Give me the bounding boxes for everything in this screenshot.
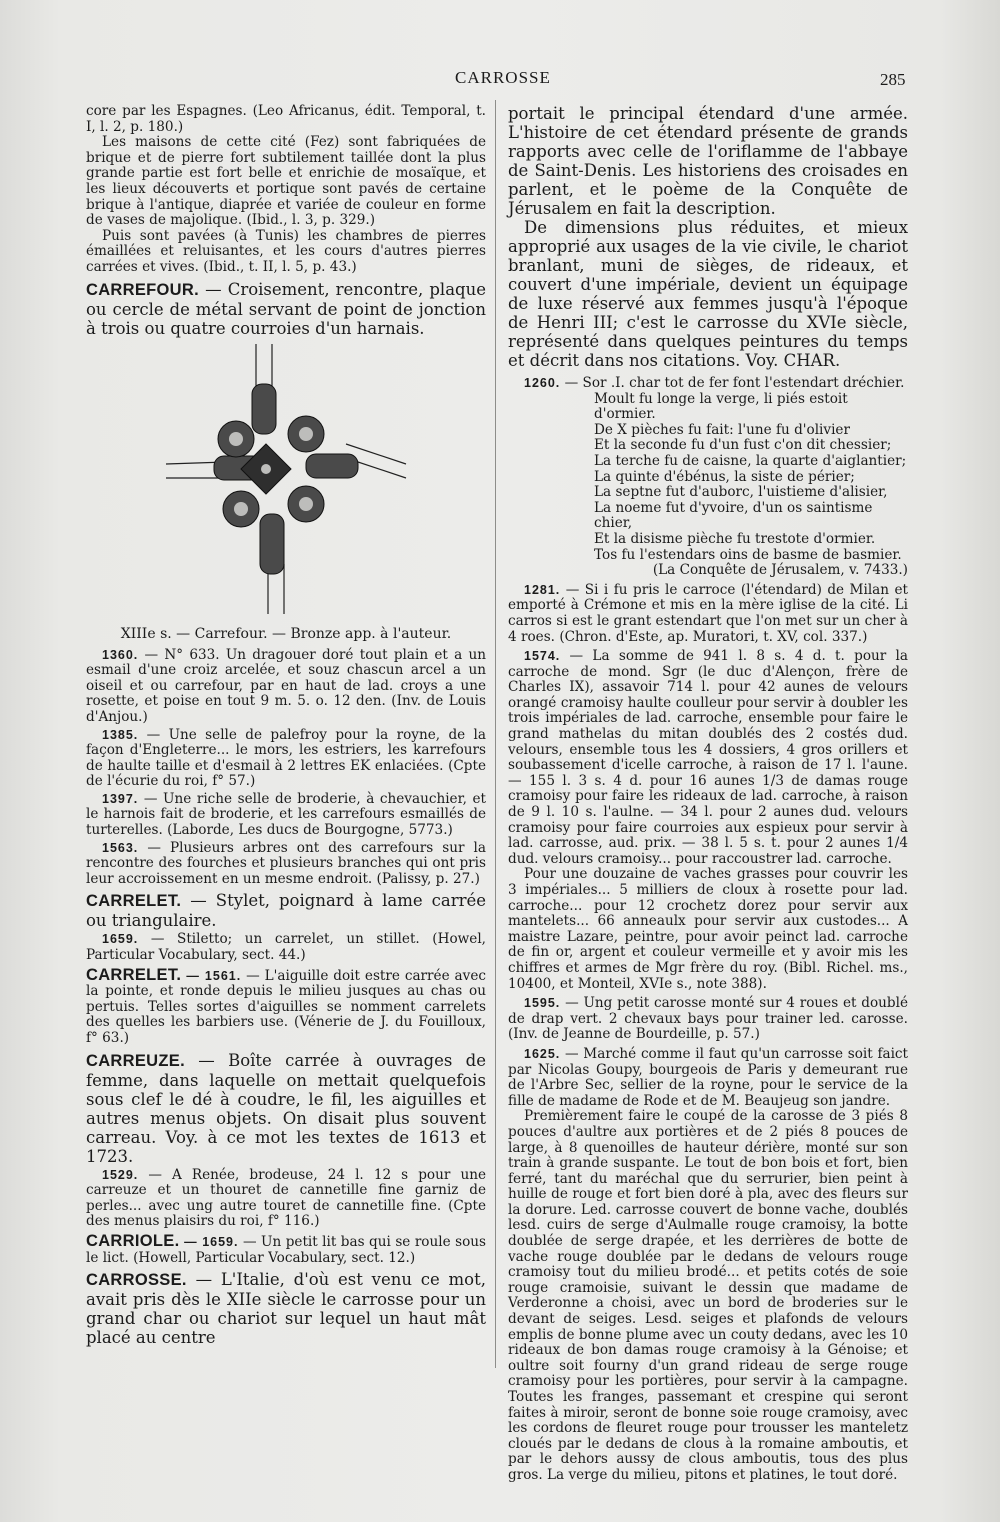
figure-caption: XIIIe s. — Carrefour. — Bronze app. à l'auteur. xyxy=(120,625,452,642)
entry-definition: — Croisement, rencontre, plaque ou cercle de métal servant de point de jonction à trois ou quatre courroies d'un harnais. xyxy=(86,279,486,338)
entry-headword: CARREUZE. xyxy=(86,1051,185,1070)
citation-year: 1574. xyxy=(524,649,561,664)
verse-line: La terche fu de caisne, la quarte d'aiglantier; xyxy=(594,452,907,469)
paragraph: Puis sont pavées (à Tunis) les chambres de pierres émaillées et reluisantes, et les cours d'autres pierres carrées et vives. (Ibid., t. II, l. 5, p. 43.) xyxy=(86,227,486,275)
entry-carriole: CARRIOLE. — 1659. — Un petit lit bas qui se roule sous le lict. (Howell, Particular Vocabulary, sect. 12.) xyxy=(86,1231,487,1266)
entry-headword: CARRELET. xyxy=(86,965,182,984)
entry-carrefour xyxy=(86,280,486,338)
verse-line: La noeme fut d'yvoire, d'un os saintisme chier, xyxy=(594,499,873,532)
entry-definition: — L'Italie, d'où est venu ce mot, avait pris dès le XIIe siècle le carrosse pour un grand char ou chariot sur lequel un haut mât placé au centre xyxy=(86,1270,486,1348)
paragraph: Les maisons de cette cité (Fez) sont fabriquées de brique et de pierre fort subtilement taillée dont la plus grande partie est fort belle et enrichie de mosaïque, et les lieux découverts et portique sont pavés de certaine brique à l'antique, diaprée et variée de couleur en forme de vases de majolique. (Ibid., l. 3, p. 329.) xyxy=(86,134,486,229)
left-column xyxy=(86,104,486,1347)
citation-year: 1281. xyxy=(524,582,561,597)
entry-carreuze xyxy=(86,1051,486,1166)
verse-line: Et la disisme pièche fu trestote d'ormier. xyxy=(594,530,876,547)
verse-source: (La Conquête de Jérusalem, v. 7433.) xyxy=(652,562,908,579)
right-column xyxy=(508,104,908,1484)
verse-line: La quinte d'ébénus, la siste de périer; xyxy=(594,468,855,485)
citation-year: — 1659. xyxy=(179,1234,239,1249)
entry-definition: — Stylet, poignard à lame carrée ou triangulaire. xyxy=(86,891,486,931)
running-title: CARROSSE xyxy=(455,68,551,87)
citation: 1574. — La somme de 941 l. 8 s. 4 d. t. pour la carroche de mond. Sgr (le duc d'Alençon, frère de Charles IX), assavoir 714 l. pour 42 aunes de velours orangé cramoisy haulte coulleur pour servir à doubler les trois impériales de lad. carroche, ensemble pour faire le grand mathelas du mitan doublés des 2 costés dud. velours, ensemble tous les 4 dossiers, 4 gros orillers et soubassement d'icelle carroche, à raison de 17 l. l'aune. — 155 l. 3 s. 4 d. pour 16 aunes 1/3 de damas rouge cramoisy pour faire les rideaux de lad. carroche, à raison de 9 l. 10 s. l'aulne. — 34 l. pour 2 aunes dud. velours cramoisy pour faire courroies aux espieux pour servir à lad. carrosse, aud. prix. — 38 l. 5 s. t. pour 2 aunes 1/4 dud. velours cramoisy... pour raccoustrer lad. carroche. xyxy=(508,648,908,867)
citation: 1563. — Plusieurs arbres ont des carrefours sur la rencontre des fourches et plusieurs branches qui ont pris leur accroissement en un mesme endroit. (Palissy, p. 27.) xyxy=(86,839,486,887)
carrefour-bronze-illustration xyxy=(156,344,416,624)
verse-line: Et la seconde fu d'un fust c'on dit chessier; xyxy=(594,437,892,454)
citation-year: 1595. xyxy=(524,996,561,1011)
paragraph: portait le principal étendard d'une armée. L'histoire de cet étendard présente de grands rapports avec celle de l'oriflamme de l'abbaye de Saint-Denis. Les historiens des croisades en parlent, et le poème de la Conquête de Jérusalem en fait la description. xyxy=(508,104,908,218)
citation: 1595. — Ung petit carosse monté sur 4 roues et doublé de drap vert. 2 chevaux bays pour trainer led. carosse. (Inv. de Jeanne de Bourdeille, p. 57.) xyxy=(508,995,908,1043)
page-number: 285 xyxy=(880,70,906,89)
page-header xyxy=(0,64,1000,94)
citation-year: 1260. xyxy=(524,376,561,390)
citation: 1360. — N° 633. Un dragouer doré tout plain et a un esmail d'une croiz arcelée, et souz chascun arcel a un oiseil et ou carrefour, par en haut de lad. croys a une rosette, et poise en tout 9 m. 5. o. 12 den. (Inv. de Louis d'Anjou.) xyxy=(86,646,486,725)
citation-year: 1625. xyxy=(524,1046,561,1061)
verse-line: La septne fut d'auborc, l'uistieme d'alisier, xyxy=(594,484,888,501)
entry-headword: CARRIOLE. xyxy=(86,1231,180,1250)
entry-headword: CARREFOUR. xyxy=(86,280,199,299)
citation-year: — 1561. xyxy=(181,968,242,983)
citation: 1397. — Une riche selle de broderie, à chevauchier, et le harnois fait de broderie, et les carrefours esmaillés de turterelles. (Laborde, Les ducs de Bourgogne, 5773.) xyxy=(86,790,486,839)
entry-headword: CARRELET. xyxy=(86,892,182,911)
paragraph: core par les Espagnes. (Leo Africanus, édit. Temporal, t. I, l. 2, p. 180.) xyxy=(86,103,486,135)
verse-line: Tos fu l'estendars oins de basme de basmier. xyxy=(594,546,902,563)
verse-line: Moult fu longe la verge, li piés estoit d'ormier. xyxy=(594,390,848,423)
paragraph: Pour une douzaine de vaches grasses pour couvrir les 3 impériales... 5 milliers de cloux à rosette pour lad. carroche... pour 12 crochetz dorez pour servir aux mantelets... 66 anneaulx pour servir aux custodes... A maistre Lazare, peintre, pour avoir peinct lad. carroche de fin or, argent et couleur vermeille et y avoir mis les chiffres et armes de Mgr frère du roy. (Bibl. Richel. ms., 10400, et Monteil, XVIe s., note 388). xyxy=(508,866,908,992)
citation: 1625. — Marché comme il faut qu'un carrosse soit faict par Nicolas Goupy, bourgeois de Paris y demeurant rue de l'Arbre Sec, sellier de la royne, pour le service de la fille de madame de Rode et de M. Beaujeug son jandre. xyxy=(508,1045,908,1109)
entry-carrelet-2: CARRELET. — 1561. — L'aiguille doit estre carrée avec la pointe, et ronde depuis le milieu jusques au chas ou pertuis. Telles sortes d'aiguilles se nomment carrelets des quelles les barbiers use. (Vénerie de J. du Fouilloux, f° 63.) xyxy=(86,965,486,1046)
citation: 1385. — Une selle de palefroy pour la royne, de la façon d'Engleterre... le mors, les estriers, les karrefours de haulte taille et d'esmail à 2 lettres EK enlaciées. (Cpte de l'écurie du roi, f° 57.) xyxy=(86,726,486,790)
citation: 1529. — A Renée, brodeuse, 24 l. 12 s pour une carreuze et un thouret de cannetille fine garniz de perles... avec ung autre touret de cannetille fine. (Cpte des menus plaisirs du roi, f° 116.) xyxy=(86,1166,486,1230)
citation: 1281. — Si i fu pris le carroce (l'étendard) de Milan et emporté à Crémone et mis en la mère iglise de la cité. Li carros si est le grant estendart que l'on met sur un cher à 4 roes. (Chron. d'Este, ap. Muratori, t. XV, col. 337.) xyxy=(508,581,908,645)
figure-carrefour xyxy=(86,344,486,624)
citation-year: 1563. xyxy=(102,840,139,855)
entry-carrelet xyxy=(86,891,486,930)
citation-year: 1397. xyxy=(102,791,139,806)
citation-year: 1659. xyxy=(102,932,139,947)
paragraph: De dimensions plus réduites, et mieux approprié aux usages de la vie civile, le chariot branlant, muni de sièges, de rideaux, et couvert d'une impériale, devient un équipage de luxe réservé aux femmes jusqu'à l'époque de Henri III; c'est le carrosse du XVIe siècle, représenté dans quelques peintures du temps et décrit dans nos citations. Voy. CHAR. xyxy=(508,218,908,370)
citation-year: 1385. xyxy=(102,727,139,742)
citation-verse: 1260. — Sor .I. char tot de fer font l'estendart dréchier. Moult fu longe la verge, li piés estoit d'ormier. De X pièches fu fait: l'une fu d'olivier Et la seconde fu d'un fust c'on dit chessier; La terche fu de caisne, la quarte d'aiglantier; La quinte d'ébénus, la siste de périer; La septne fut d'auborc, l'uistieme d'alisier, La noeme fut d'yvoire, d'un os saintisme chier, Et la disisme pièche fu trestote d'ormier. Tos fu l'estendars oins de basme de basmier. (La Conquête de Jérusalem, v. 7433.) xyxy=(508,376,908,579)
entry-carrosse xyxy=(86,1270,486,1347)
citation-year: 1360. xyxy=(102,647,139,662)
verse-line: De X pièches fu fait: l'une fu d'olivier xyxy=(594,421,850,438)
citation: 1659. — Stiletto; un carrelet, un stillet. (Howel, Particular Vocabulary, sect. 44.) xyxy=(86,931,486,964)
column-divider xyxy=(495,100,496,1368)
citation-year: 1529. xyxy=(102,1167,139,1182)
entry-definition: — Boîte carrée à ouvrages de femme, dans laquelle on mettait quelquefois sous clef le dé à coudre, le fil, les aiguilles et autres menus objets. On disait plus souvent carreau. Voy. à ce mot les textes de 1613 et 1723. xyxy=(86,1050,486,1166)
entry-headword: CARROSSE. xyxy=(86,1271,187,1290)
paragraph: Premièrement faire le coupé de la carosse de 3 piés 8 pouces d'aultre aux portières et de 2 piés 8 pouces de large, à 8 quenoilles de hauteur dérière, monté sur son train à grande suspante. Le tout de bon bois et fort, bien ferré, tant du maréchal que du serrurier, bien peint à huille de rouge et fort bien doré à pla, avec des fleurs sur la dorure. Led. carrosse couvert de bonne vache, doublés lesd. cuirs de serge d'Aulmalle rouge cramoisy, la botte doublée de serge drapée, et les derrières de botte de vache rouge doublée par le dedans de velours rouge cramoisy tout du milieu brodé... et petits cotés de soie rouge cramoisie, suivant le dessin que madame de Verderonne a choisi, avec un bord de broderies sur le devant de seiges. Lesd. seiges et plafonds de velours emplis de bonne plume avec un couty dedans, avec les 10 rideaux de bon damas rouge cramoisy à la Génoise; et oultre soit fourny d'un grand rideau de serge rouge cramoisy pour les portières, pour servir à la campagne. Toutes les franges, passemant et crespine qui seront faites à miroir, seront de bonne soie rouge cramoisy, avec les cordons de fleuret rouge pour trousser les manteletz cloués par le dedans de clous à la romaine amboutis, et par le dehors aussy de clous amboutis, tous des plus gros. La verge du milieu, pitons et platines, le tout doré. xyxy=(508,1108,908,1483)
